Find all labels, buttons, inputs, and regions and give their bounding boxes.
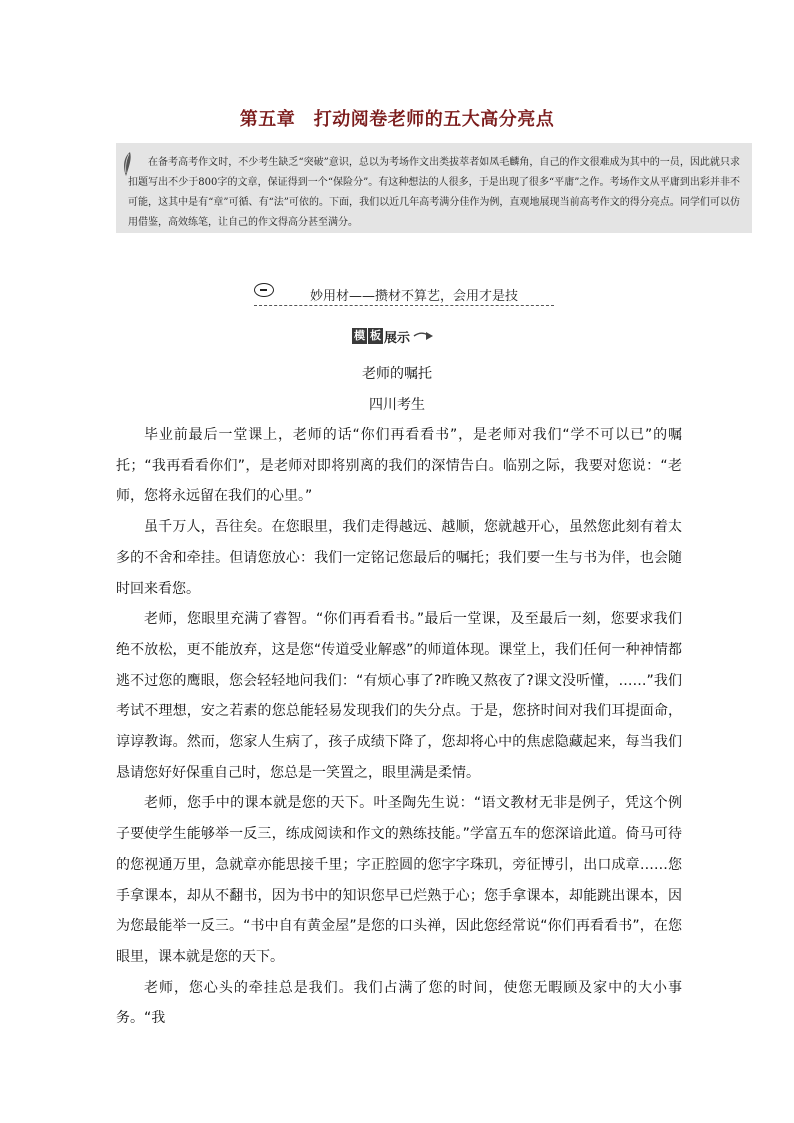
paragraph: 老师，您手中的课本就是您的天下。叶圣陶先生说：“语文教材无非是例子，凭这个例子要使学生能够举一反三，练成阅读和作文的熟练技能。”学富五车的您深谙此道。倚马可待的您视通万里，急就章亦能思接千里；字正腔圆的您字字珠玑，旁征博引，出口成章……您手拿课本，却从不翻书，因为书中的知识您早已烂熟于心；您手拿课本，却能跳出课本，因为您最能举一反三。“书中自有黄金屋”是您的口头禅，因此您经常说“你们再看看书”，在您眼里，课本就是您的天下。 (116, 795, 682, 965)
badge-text: 展示 (384, 330, 411, 346)
section-heading (254, 285, 554, 306)
badge-char-ban: 板 (370, 329, 381, 342)
quill-icon (120, 151, 134, 177)
essay-body (116, 420, 682, 1034)
essay-title: 老师的嘱托 (362, 366, 432, 382)
intro-text: 在备考高考作文时，不少考生缺乏“突破”意识，总以为考场作文出类拔萃者如凤毛麟角，自己的作文很难成为其中的一员，因此就只求扣题写出不少于800字的文章，保证得到一个“保险分”。有这种想法的人很多，于是出现了很多“平庸”之作。考场作文从平庸到出彩并非不可能，这其中是有“章”可循、有“法”可依的。下面，我们以近几年高考满分佳作为例，直观地展现当前高考作文的得分亮点。同学们可以仿用借鉴，高效练笔，让自己的作文得高分甚至满分。 (128, 157, 740, 228)
paragraph: 老师，您眼里充满了睿智。“你们再看看书。”最后一堂课，及至最后一刻，您要求我们绝不放松，更不能放弃，这是您“传道受业解惑”的师道体现。课堂上，我们任何一种神情都逃不过您的鹰眼，您会轻轻地问我们：“有烦心事了?昨晚又熬夜了?课文没听懂，……”我们考试不理想，安之若素的您总能轻易发现我们的失分点。于是，您挤时间对我们耳提面命，谆谆教诲。然而，您家人生病了，孩子成绩下降了，您却将心中的焦虑隐藏起来，每当我们恳请您好好保重自己时，您总是一笑置之，眼里满是柔情。 (116, 611, 682, 781)
section-heading-text: 妙用材——攒材不算艺，会用才是技 (310, 289, 519, 304)
circled-one-icon (254, 283, 274, 297)
paragraph: 毕业前最后一堂课上，老师的话“你们再看看书”，是老师对我们“学不可以已”的嘱托；“我再看看你们”，是老师对即将别离的我们的深情告白。临别之际，我要对您说：“老师，您将永远留在我们的心里。” (116, 427, 682, 505)
model-display-badge (352, 327, 435, 345)
paragraph: 虽千万人，吾往矣。在您眼里，我们走得越远、越顺，您就越开心，虽然您此刻有着太多的不舍和牵挂。但请您放心：我们一定铭记您最后的嘱托；我们要一生与书为伴，也会随时回来看您。 (116, 519, 682, 597)
essay-author: 四川考生 (369, 397, 425, 413)
paragraph: 老师，您心头的牵挂总是我们。我们占满了您的时间，使您无暇顾及家中的大小事务。“我 (116, 979, 682, 1027)
badge-char-mo: 模 (354, 329, 365, 342)
chapter-title: 第五章 打动阅卷老师的五大高分亮点 (239, 109, 555, 130)
arrow-right-icon (413, 330, 435, 342)
intro-box (116, 143, 752, 233)
